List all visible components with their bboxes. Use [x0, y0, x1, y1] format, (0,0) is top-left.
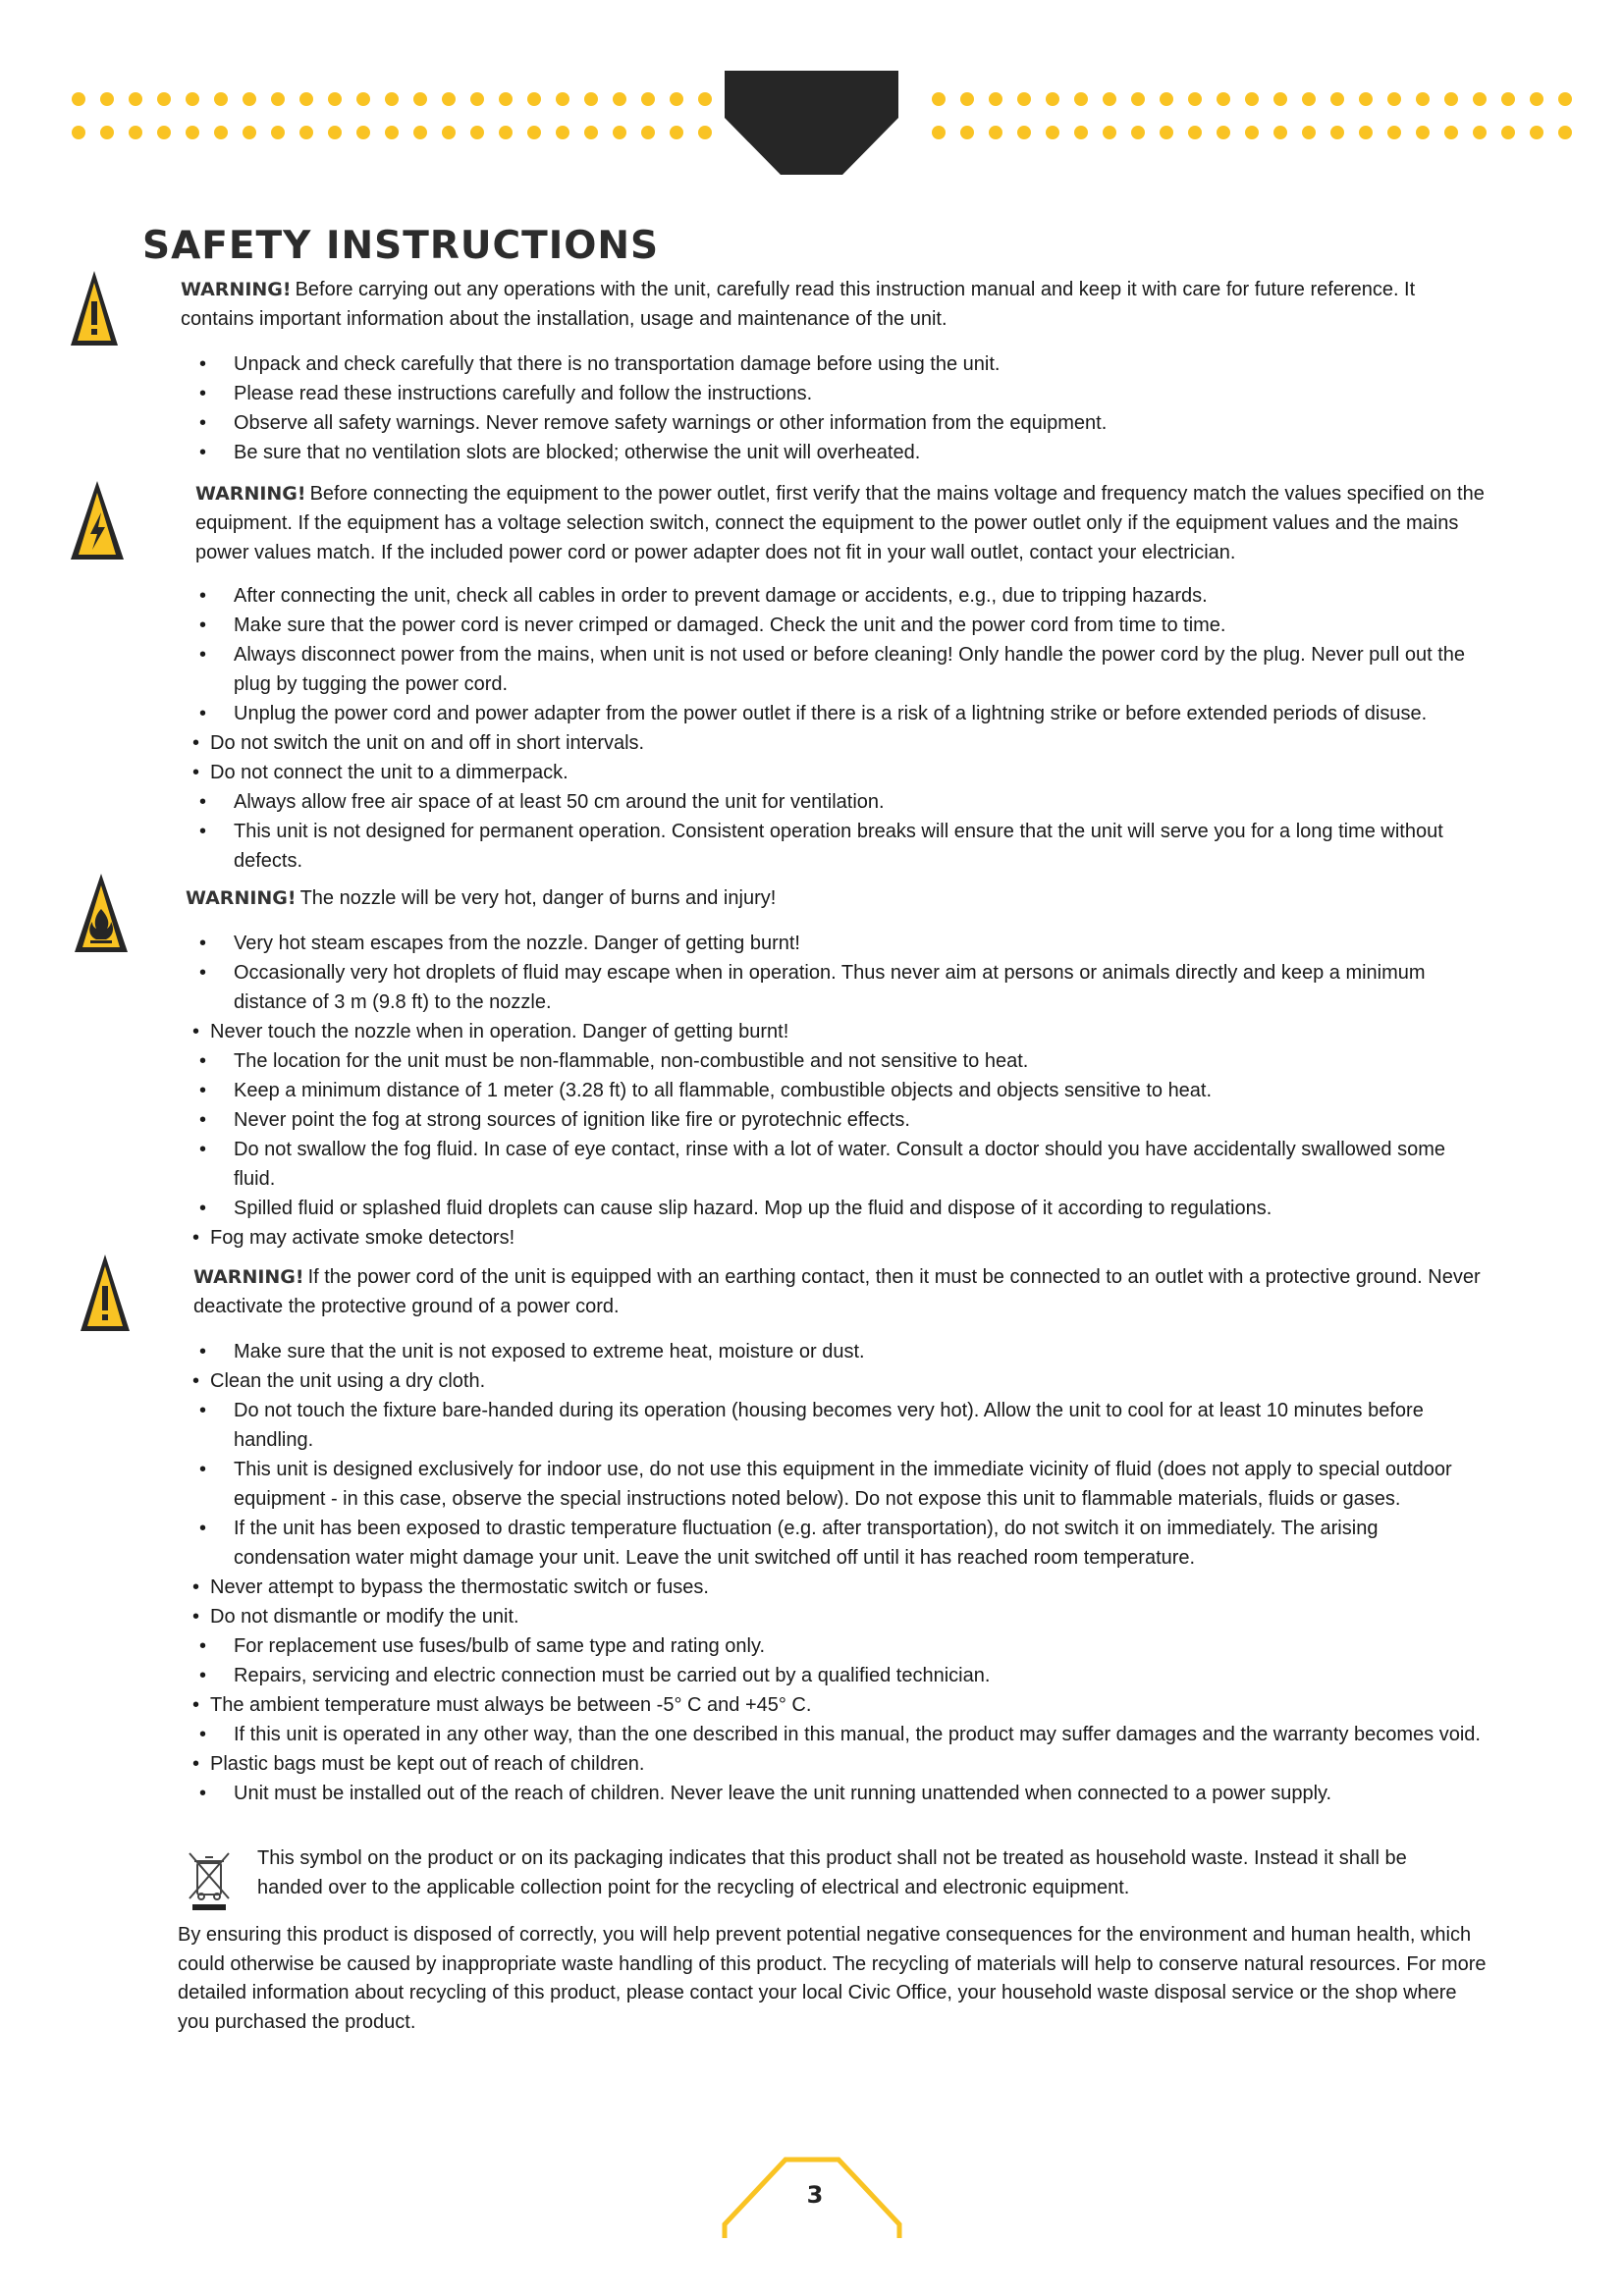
list-item: • Make sure that the unit is not exposed to extreme heat, moisture or dust. [187, 1337, 1487, 1366]
header-dot [157, 126, 171, 139]
header-dot [670, 92, 683, 106]
header-dot [214, 92, 228, 106]
list-item: • The location for the unit must be non-flammable, non-combustible and not sensitive to heat. [187, 1046, 1487, 1076]
header-decoration [0, 0, 1624, 196]
header-dot [698, 126, 712, 139]
header-chevron [725, 71, 898, 175]
header-dot [385, 92, 399, 106]
header-dot [1444, 92, 1458, 106]
list-item: • Observe all safety warnings. Never remove safety warnings or other information from the equipment. [187, 408, 1487, 438]
header-dot [1074, 92, 1088, 106]
header-dot [1387, 126, 1401, 139]
list-item: • If the unit has been exposed to drastic temperature fluctuation (e.g. after transportation), do not switch it on immediately. The arising condensation water might damage your unit. Leave the unit switched off until it has reached room temperature. [187, 1514, 1487, 1573]
header-dot [1359, 92, 1373, 106]
list-item: • Unpack and check carefully that there is no transportation damage before using the unit. [187, 349, 1487, 379]
list-item: • If this unit is operated in any other way, than the one described in this manual, the product may suffer damages and the warranty becomes void. [187, 1720, 1487, 1749]
list-item: • Do not switch the unit on and off in short intervals. [187, 728, 1487, 758]
header-dot [1387, 92, 1401, 106]
header-dot [356, 92, 370, 106]
weee-crossed-bin-icon [187, 1849, 232, 1912]
header-dot [670, 126, 683, 139]
header-dot [1444, 126, 1458, 139]
header-dot [1359, 126, 1373, 139]
header-dot [72, 126, 85, 139]
header-dot [1416, 126, 1430, 139]
list-item: • Be sure that no ventilation slots are blocked; otherwise the unit will overheated. [187, 438, 1487, 467]
warning-text-3 [186, 883, 1487, 913]
bullet-list-2 [187, 581, 1487, 876]
header-dot [1131, 92, 1145, 106]
header-dot [556, 92, 569, 106]
header-dot [186, 92, 199, 106]
list-item: • For replacement use fuses/bulb of same type and rating only. [187, 1631, 1487, 1661]
header-dot [1302, 126, 1316, 139]
header-dot [1416, 92, 1430, 106]
header-dot [470, 92, 484, 106]
warning-body: Before connecting the equipment to the power outlet, first verify that the mains voltage and frequency match the values specified on the equipment. If the equipment has a voltage selection switch, connect the equipment to the power outlet only if the equipment values and the mains power values match. If the included power cord or power adapter does not fit in your wall outlet, contact your electrician. [195, 483, 1485, 563]
header-dot [470, 126, 484, 139]
header-dot [556, 126, 569, 139]
header-dot [1273, 126, 1287, 139]
header-dot [1558, 92, 1572, 106]
header-dot [243, 126, 256, 139]
list-item: • After connecting the unit, check all cables in order to prevent damage or accidents, e.g., due to tripping hazards. [187, 581, 1487, 611]
page-number: 3 [806, 2181, 824, 2209]
header-dot [385, 126, 399, 139]
list-item: • Unplug the power cord and power adapter from the power outlet if there is a risk of a lightning strike or before extended periods of disuse. [187, 699, 1487, 728]
warning-body: Before carrying out any operations with the unit, carefully read this instruction manual and keep it with care for future reference. It contains important information about the installation, usage and maintenance of the unit. [181, 279, 1416, 330]
header-dot [698, 92, 712, 106]
list-item: • Fog may activate smoke detectors! [187, 1223, 1487, 1253]
header-dot [356, 126, 370, 139]
weee-text: This symbol on the product or on its packaging indicates that this product shall not be treated as household waste. Instead it shall be handed over to the applicable collection point for the recycling of electrical and electronic equipment. [257, 1847, 1407, 1898]
list-item: • Do not dismantle or modify the unit. [187, 1602, 1487, 1631]
header-dot [932, 126, 946, 139]
header-dot [157, 92, 171, 106]
warning-exclamation-icon [69, 269, 120, 349]
header-dot [1103, 92, 1116, 106]
warning-text-1 [181, 275, 1487, 334]
list-item: • Keep a minimum distance of 1 meter (3.28 ft) to all flammable, combustible objects and objects sensitive to heat. [187, 1076, 1487, 1105]
list-item: • Very hot steam escapes from the nozzle. Danger of getting burnt! [187, 929, 1487, 958]
warning-text-4 [193, 1262, 1487, 1321]
header-dot [1188, 126, 1202, 139]
list-item: • Never touch the nozzle when in operation. Danger of getting burnt! [187, 1017, 1487, 1046]
header-dot [932, 92, 946, 106]
header-dot [442, 92, 456, 106]
list-item: • Do not swallow the fog fluid. In case of eye contact, rinse with a lot of water. Consult a doctor should you have accidentally swallowed some fluid. [187, 1135, 1487, 1194]
warning-exclamation-icon [79, 1253, 132, 1335]
header-dot [100, 126, 114, 139]
flammable-hazard-icon [73, 872, 130, 956]
header-dot [1530, 126, 1543, 139]
header-dot [442, 126, 456, 139]
header-dot [1017, 92, 1031, 106]
header-dot [1217, 92, 1230, 106]
header-dot [271, 92, 285, 106]
warning-label: WARNING! [193, 1266, 304, 1288]
header-dot [1160, 92, 1173, 106]
header-dot [1473, 92, 1487, 106]
header-dot [1217, 126, 1230, 139]
header-dot [1245, 126, 1259, 139]
header-dot [584, 126, 598, 139]
list-item: • Always allow free air space of at least 50 cm around the unit for ventilation. [187, 787, 1487, 817]
list-item: • Never point the fog at strong sources of ignition like fire or pyrotechnic effects. [187, 1105, 1487, 1135]
list-item: • Unit must be installed out of the reach of children. Never leave the unit running unattended when connected to a power supply. [187, 1779, 1487, 1808]
list-item: • Do not touch the fixture bare-handed during its operation (housing becomes very hot). Allow the unit to cool for at least 10 minutes before handling. [187, 1396, 1487, 1455]
header-dot [1245, 92, 1259, 106]
header-dot [960, 126, 974, 139]
header-dot [527, 126, 541, 139]
page-title: SAFETY INSTRUCTIONS [142, 224, 660, 268]
header-dot [1046, 92, 1059, 106]
header-dot [1103, 126, 1116, 139]
header-dot [1074, 126, 1088, 139]
header-dot [499, 126, 513, 139]
header-dot [1046, 126, 1059, 139]
header-dot [299, 126, 313, 139]
list-item: • Always disconnect power from the mains, when unit is not used or before cleaning! Only handle the power cord by the plug. Never pull out the plug by tugging the power cord. [187, 640, 1487, 699]
list-item: • Occasionally very hot droplets of fluid may escape when in operation. Thus never aim at persons or animals directly and keep a minimum distance of 3 m (9.8 ft) to the nozzle. [187, 958, 1487, 1017]
list-item: • Please read these instructions carefully and follow the instructions. [187, 379, 1487, 408]
header-dot [299, 92, 313, 106]
header-dot [584, 92, 598, 106]
list-item: • Never attempt to bypass the thermostatic switch or fuses. [187, 1573, 1487, 1602]
bullet-list-4 [187, 1337, 1487, 1808]
header-dot [214, 126, 228, 139]
header-dot [100, 92, 114, 106]
header-dot [413, 126, 427, 139]
header-dot [1501, 126, 1515, 139]
header-dot [413, 92, 427, 106]
warning-label: WARNING! [186, 887, 297, 909]
header-dot [1131, 126, 1145, 139]
header-dot [1302, 92, 1316, 106]
list-item: • Repairs, servicing and electric connection must be carried out by a qualified technician. [187, 1661, 1487, 1690]
header-dot [1330, 126, 1344, 139]
header-dot [1501, 92, 1515, 106]
header-dot [186, 126, 199, 139]
header-dot [243, 92, 256, 106]
header-dot [328, 126, 342, 139]
header-dot [328, 92, 342, 106]
warning-text-2 [195, 479, 1487, 567]
closing-paragraph: By ensuring this product is disposed of correctly, you will help prevent potential negative consequences for the environment and human health, which could otherwise be caused by inappropriate waste handling of this product. The recycling of materials will help to conserve natural resources. For more detailed information about recycling of this product, please contact your local Civic Office, your household waste disposal service or the shop where you purchased the product. [178, 1924, 1487, 2033]
electric-hazard-icon [69, 479, 126, 563]
header-dot [527, 92, 541, 106]
header-dot [1330, 92, 1344, 106]
header-dot [960, 92, 974, 106]
header-dot [1188, 92, 1202, 106]
warning-label: WARNING! [195, 483, 306, 505]
header-dot [1530, 92, 1543, 106]
list-item: • Clean the unit using a dry cloth. [187, 1366, 1487, 1396]
bullet-list-3 [187, 929, 1487, 1253]
header-dot [989, 92, 1002, 106]
header-dot [499, 92, 513, 106]
header-dot [72, 92, 85, 106]
header-dot [129, 126, 142, 139]
header-dot [1160, 126, 1173, 139]
header-dot [613, 126, 626, 139]
warning-label: WARNING! [181, 279, 292, 300]
header-dot [1558, 126, 1572, 139]
list-item: • Spilled fluid or splashed fluid droplets can cause slip hazard. Mop up the fluid and dispose of it according to regulations. [187, 1194, 1487, 1223]
warning-body: The nozzle will be very hot, danger of burns and injury! [299, 887, 777, 909]
header-dot [129, 92, 142, 106]
list-item: • The ambient temperature must always be between -5° C and +45° C. [187, 1690, 1487, 1720]
bullet-list-1 [187, 349, 1487, 467]
header-dot [1273, 92, 1287, 106]
header-dot [613, 92, 626, 106]
list-item: • This unit is not designed for permanent operation. Consistent operation breaks will ensure that the unit will serve you for a long time without defects. [187, 817, 1487, 876]
header-dot [989, 126, 1002, 139]
list-item: • Plastic bags must be kept out of reach of children. [187, 1749, 1487, 1779]
list-item: • Do not connect the unit to a dimmerpack. [187, 758, 1487, 787]
list-item: • Make sure that the power cord is never crimped or damaged. Check the unit and the power cord from time to time. [187, 611, 1487, 640]
list-item: • This unit is designed exclusively for indoor use, do not use this equipment in the immediate vicinity of fluid (does not apply to special outdoor equipment - in this case, observe the special instructions noted below). Do not expose this unit to flammable materials, fluids or gases. [187, 1455, 1487, 1514]
header-dot [271, 126, 285, 139]
header-dot [1017, 126, 1031, 139]
header-dot [641, 126, 655, 139]
header-dot [641, 92, 655, 106]
warning-body: If the power cord of the unit is equipped with an earthing contact, then it must be connected to an outlet with a protective ground. Never deactivate the protective ground of a power cord. [193, 1266, 1481, 1317]
header-dot [1473, 126, 1487, 139]
